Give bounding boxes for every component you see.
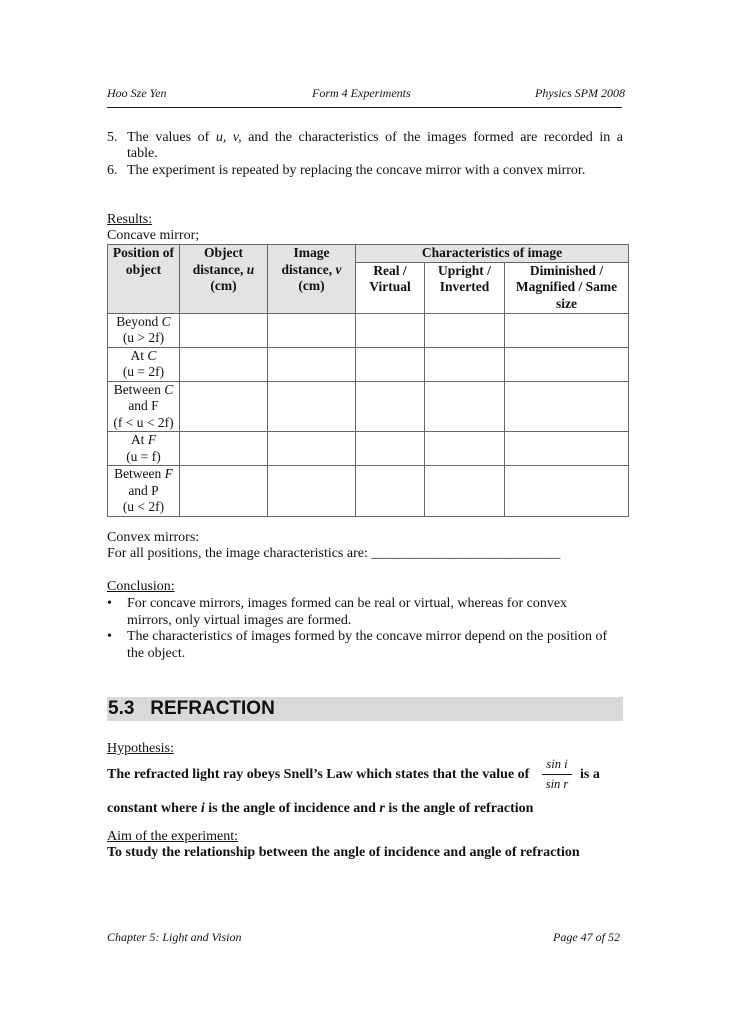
cell-magnification[interactable] [505, 347, 629, 381]
hypothesis-heading: Hypothesis: [107, 741, 174, 756]
col-header-object-distance: Object distance, u (cm) [180, 245, 268, 314]
step-5-v: v, [226, 130, 242, 145]
col-header-image-distance: Image distance, v (cm) [268, 245, 356, 314]
cell-real-virtual[interactable] [356, 313, 425, 347]
step-5-number: 5. [107, 130, 118, 145]
table-row [108, 466, 629, 517]
cell-image-distance[interactable] [268, 381, 356, 432]
step-5-text-a: The values of [127, 130, 216, 145]
cell-image-distance[interactable] [268, 466, 356, 517]
hypothesis-line-1: The refracted light ray obeys Snell’s Law which states that the value of [107, 767, 530, 782]
convex-heading: Convex mirrors: [107, 530, 200, 545]
cell-real-virtual[interactable] [356, 432, 425, 466]
header-subject: Physics SPM 2008 [535, 86, 625, 100]
cell-upright-inverted[interactable] [425, 347, 505, 381]
conclusion-bullet-1-line-1: For concave mirrors, images formed can be real or virtual, whereas for convex [127, 596, 568, 611]
section-heading-bar [107, 697, 623, 721]
header-author: Hoo Sze Yen [107, 86, 167, 100]
step-6-text: The experiment is repeated by replacing the concave mirror with a convex mirror. [127, 163, 586, 178]
cell-real-virtual[interactable] [356, 347, 425, 381]
col-header-position: Position of object [108, 245, 180, 314]
cell-upright-inverted[interactable] [425, 381, 505, 432]
row-position-at-f: At F (u = f) [108, 432, 180, 466]
conclusion-bullet-2-line-1: The characteristics of images formed by the concave mirror depend on the position of [127, 629, 608, 644]
cell-magnification[interactable] [505, 381, 629, 432]
cell-object-distance[interactable] [180, 347, 268, 381]
results-subheading: Concave mirror; [107, 228, 200, 243]
cell-object-distance[interactable] [180, 432, 268, 466]
table-row [108, 432, 629, 466]
table-row [108, 381, 629, 432]
col-header-characteristics: Characteristics of image [356, 245, 629, 263]
cell-object-distance[interactable] [180, 313, 268, 347]
conclusion-bullet-1-line-2: mirrors, only virtual images are formed. [127, 612, 352, 628]
row-position-at-c: At C (u = 2f) [108, 347, 180, 381]
convex-text: For all positions, the image characteristics are: ___________________________ [107, 546, 561, 561]
aim-text: To study the relationship between the angle of incidence and angle of refraction [107, 845, 580, 860]
section-title: 5.3 REFRACTION [108, 698, 275, 719]
cell-object-distance[interactable] [180, 466, 268, 517]
aim-heading: Aim of the experiment: [107, 829, 239, 844]
cell-upright-inverted[interactable] [425, 432, 505, 466]
fraction-bar [542, 774, 572, 775]
header-title: Form 4 Experiments [312, 86, 411, 100]
conclusion-bullet-2 [107, 629, 623, 662]
row-position-between-f-p: Between F and P (u < 2f) [108, 466, 180, 517]
cell-object-distance[interactable] [180, 381, 268, 432]
col-header-real-virtual: Real / Virtual [356, 262, 425, 313]
bullet-icon: • [107, 629, 112, 644]
conclusion-bullet-2-line-2: the object. [127, 645, 186, 661]
fraction-numerator: sin i [546, 757, 568, 771]
cell-real-virtual[interactable] [356, 381, 425, 432]
snell-fraction [542, 757, 572, 792]
row-position-between-c-f: Between C and F (f < u < 2f) [108, 381, 180, 432]
fraction-denominator: sin r [545, 777, 569, 791]
cell-magnification[interactable] [505, 313, 629, 347]
footer-page-number: Page 47 of 52 [553, 930, 620, 944]
results-heading: Results: [107, 212, 153, 227]
col-header-magnification: Diminished / Magnified / Same size [505, 262, 629, 313]
bullet-icon: • [107, 596, 112, 611]
conclusion-bullet-1 [107, 596, 623, 629]
table-row [108, 313, 629, 347]
cell-image-distance[interactable] [268, 347, 356, 381]
footer-chapter: Chapter 5: Light and Vision [107, 930, 242, 944]
conclusion-heading: Conclusion: [107, 579, 175, 594]
cell-magnification[interactable] [505, 466, 629, 517]
hypothesis-is-a: is a [580, 767, 600, 782]
cell-image-distance[interactable] [268, 432, 356, 466]
table-row [108, 347, 629, 381]
step-5-line-2: table. [127, 146, 158, 161]
cell-upright-inverted[interactable] [425, 466, 505, 517]
cell-upright-inverted[interactable] [425, 313, 505, 347]
hypothesis-line-2: constant where i is the angle of incidence and r is the angle of refraction [107, 801, 534, 816]
step-5 [107, 130, 623, 147]
row-position-beyond-c: Beyond C (u > 2f) [108, 313, 180, 347]
cell-image-distance[interactable] [268, 313, 356, 347]
cell-magnification[interactable] [505, 432, 629, 466]
col-header-upright-inverted: Upright / Inverted [425, 262, 505, 313]
step-5-u: u, [215, 130, 227, 145]
cell-real-virtual[interactable] [356, 466, 425, 517]
results-table [107, 244, 629, 517]
step-5-text-b: and the characteristics of the images formed are recorded in a [241, 130, 623, 145]
header-divider [107, 107, 622, 108]
step-6-number: 6. [107, 163, 118, 178]
